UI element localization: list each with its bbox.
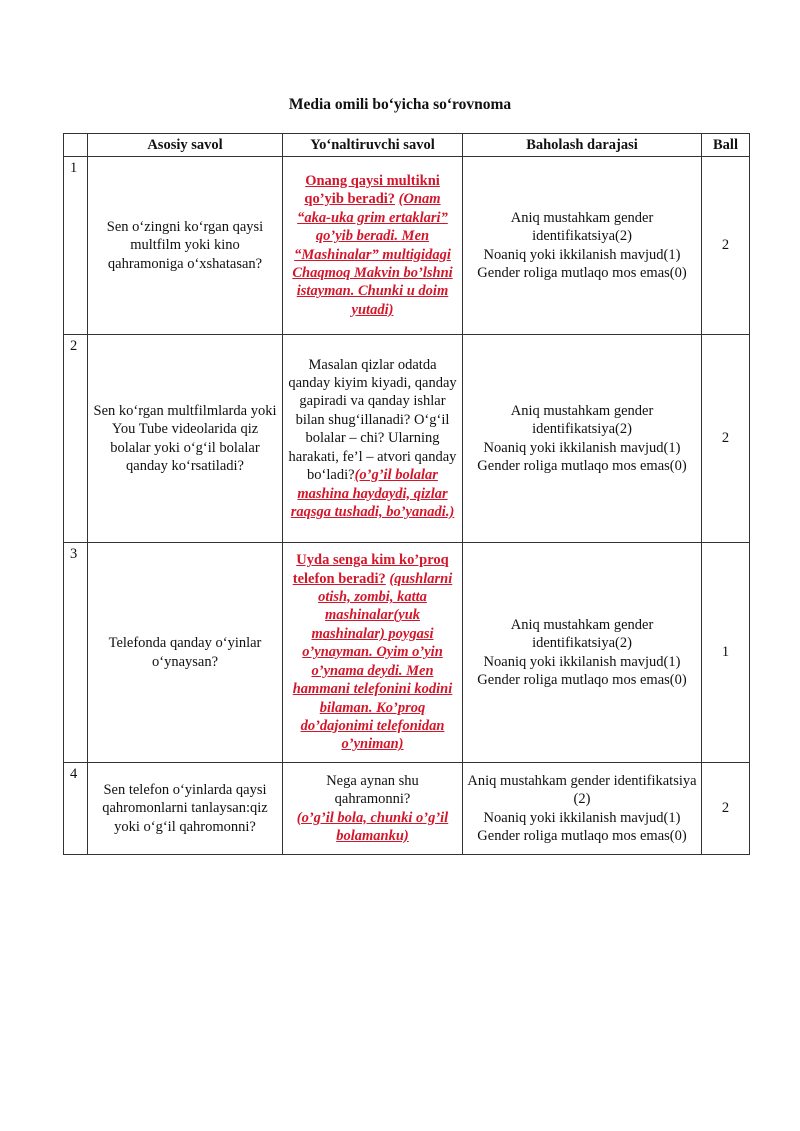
child-answer: (o’g’il bola, chunki o’g’il bolamanku): [296, 809, 449, 844]
row-number: 3: [64, 543, 88, 763]
rating-level-1: Noaniq yoki ikkilanish mavjud(1): [483, 809, 681, 826]
table-row: [64, 763, 750, 855]
score: 2: [702, 335, 750, 543]
guiding-question: [283, 335, 463, 543]
guiding-text: Nega aynan shu qahramonni?: [326, 772, 419, 808]
main-question: Sen telefon o‘yinlarda qaysi qahromonlarni tanlaysan:qiz yoki o‘g‘il qahromonni?: [88, 763, 283, 855]
guiding-red-lead: Uyda senga kim ko’proq telefon beradi?: [292, 552, 449, 587]
guiding-text: Masalan qizlar odatda qanday kiyim kiyadi, qanday gapiradi va qanday ishlar bilan shug‘illanadi? O‘g‘il bolalar – chi? Ularning harakati, fe’l – atvori qanday bo‘ladi?: [288, 356, 457, 484]
child-answer: (o’g’il bolalar mashina haydaydi, qizlar raqsga tushadi, bo’yanadi.): [290, 467, 455, 520]
score: 2: [702, 157, 750, 335]
rating-levels: [463, 157, 702, 335]
table-row: [64, 543, 750, 763]
guiding-question: [283, 157, 463, 335]
table-row: [64, 335, 750, 543]
rating-level-2: Aniq mustahkam gender identifikatsiya(2): [510, 209, 654, 245]
rating-level-0: Gender roliga mutlaqo mos emas(0): [477, 671, 687, 688]
document-title: Media omili bo‘yicha so‘rovnoma: [288, 96, 512, 113]
header-guiding-question: Yo‘naltiruvchi savol: [283, 134, 463, 157]
header-main-question: Asosiy savol: [88, 134, 283, 157]
guiding-red-lead: Onang qaysi multikni qo’yib beradi?: [304, 172, 440, 208]
rating-level-2: Aniq mustahkam gender identifikatsiya(2): [510, 616, 654, 652]
table-row: [64, 157, 750, 335]
table-header-row: [64, 134, 750, 157]
score: 1: [702, 543, 750, 763]
guiding-question: [283, 543, 463, 763]
child-answer: (Onam “aka-uka grim ertaklari” qo’yib beradi. Men “Mashinalar” multigidagi Chaqmoq Makvin bo’lshni istayman. Chunki u doim yutadi): [292, 191, 453, 318]
guiding-question: [283, 763, 463, 855]
row-number: 4: [64, 763, 88, 855]
rating-level-0: Gender roliga mutlaqo mos emas(0): [477, 827, 687, 844]
main-question: Telefonda qanday o‘yinlar o‘ynaysan?: [88, 543, 283, 763]
rating-level-2: Aniq mustahkam gender identifikatsiya(2): [510, 402, 654, 438]
child-answer: (qushlarni otish, zombi, katta mashinalar(yuk mashinalar) poygasi o’ynayman. Oyim o’yin o’ynama deydi. Men hammani telefonini kodini bilaman. Ko’proq do’dajonimi telefonidan o’yniman): [292, 570, 453, 753]
rating-level-0: Gender roliga mutlaqo mos emas(0): [477, 264, 687, 281]
score: 2: [702, 763, 750, 855]
rating-level-1: Noaniq yoki ikkilanish mavjud(1): [483, 246, 681, 263]
main-question: Sen o‘zingni ko‘rgan qaysi multfilm yoki kino qahramoniga o‘xshatasan?: [88, 157, 283, 335]
row-number: 2: [64, 335, 88, 543]
main-question: Sen ko‘rgan multfilmlarda yoki You Tube videolarida qiz bolalar yoki o‘g‘il bolalar qanday ko‘rsatiladi?: [88, 335, 283, 543]
rating-levels: [463, 335, 702, 543]
rating-levels: [463, 543, 702, 763]
rating-level-0: Gender roliga mutlaqo mos emas(0): [477, 457, 687, 474]
rating-levels: [463, 763, 702, 855]
rating-level-2: Aniq mustahkam gender identifikatsiya (2): [467, 772, 697, 808]
rating-level-1: Noaniq yoki ikkilanish mavjud(1): [483, 653, 681, 670]
row-number: 1: [64, 157, 88, 335]
header-score: Ball: [702, 134, 750, 157]
header-rating-level: Baholash darajasi: [463, 134, 702, 157]
rating-level-1: Noaniq yoki ikkilanish mavjud(1): [483, 439, 681, 456]
header-number: [64, 134, 88, 157]
survey-table: [63, 133, 750, 855]
